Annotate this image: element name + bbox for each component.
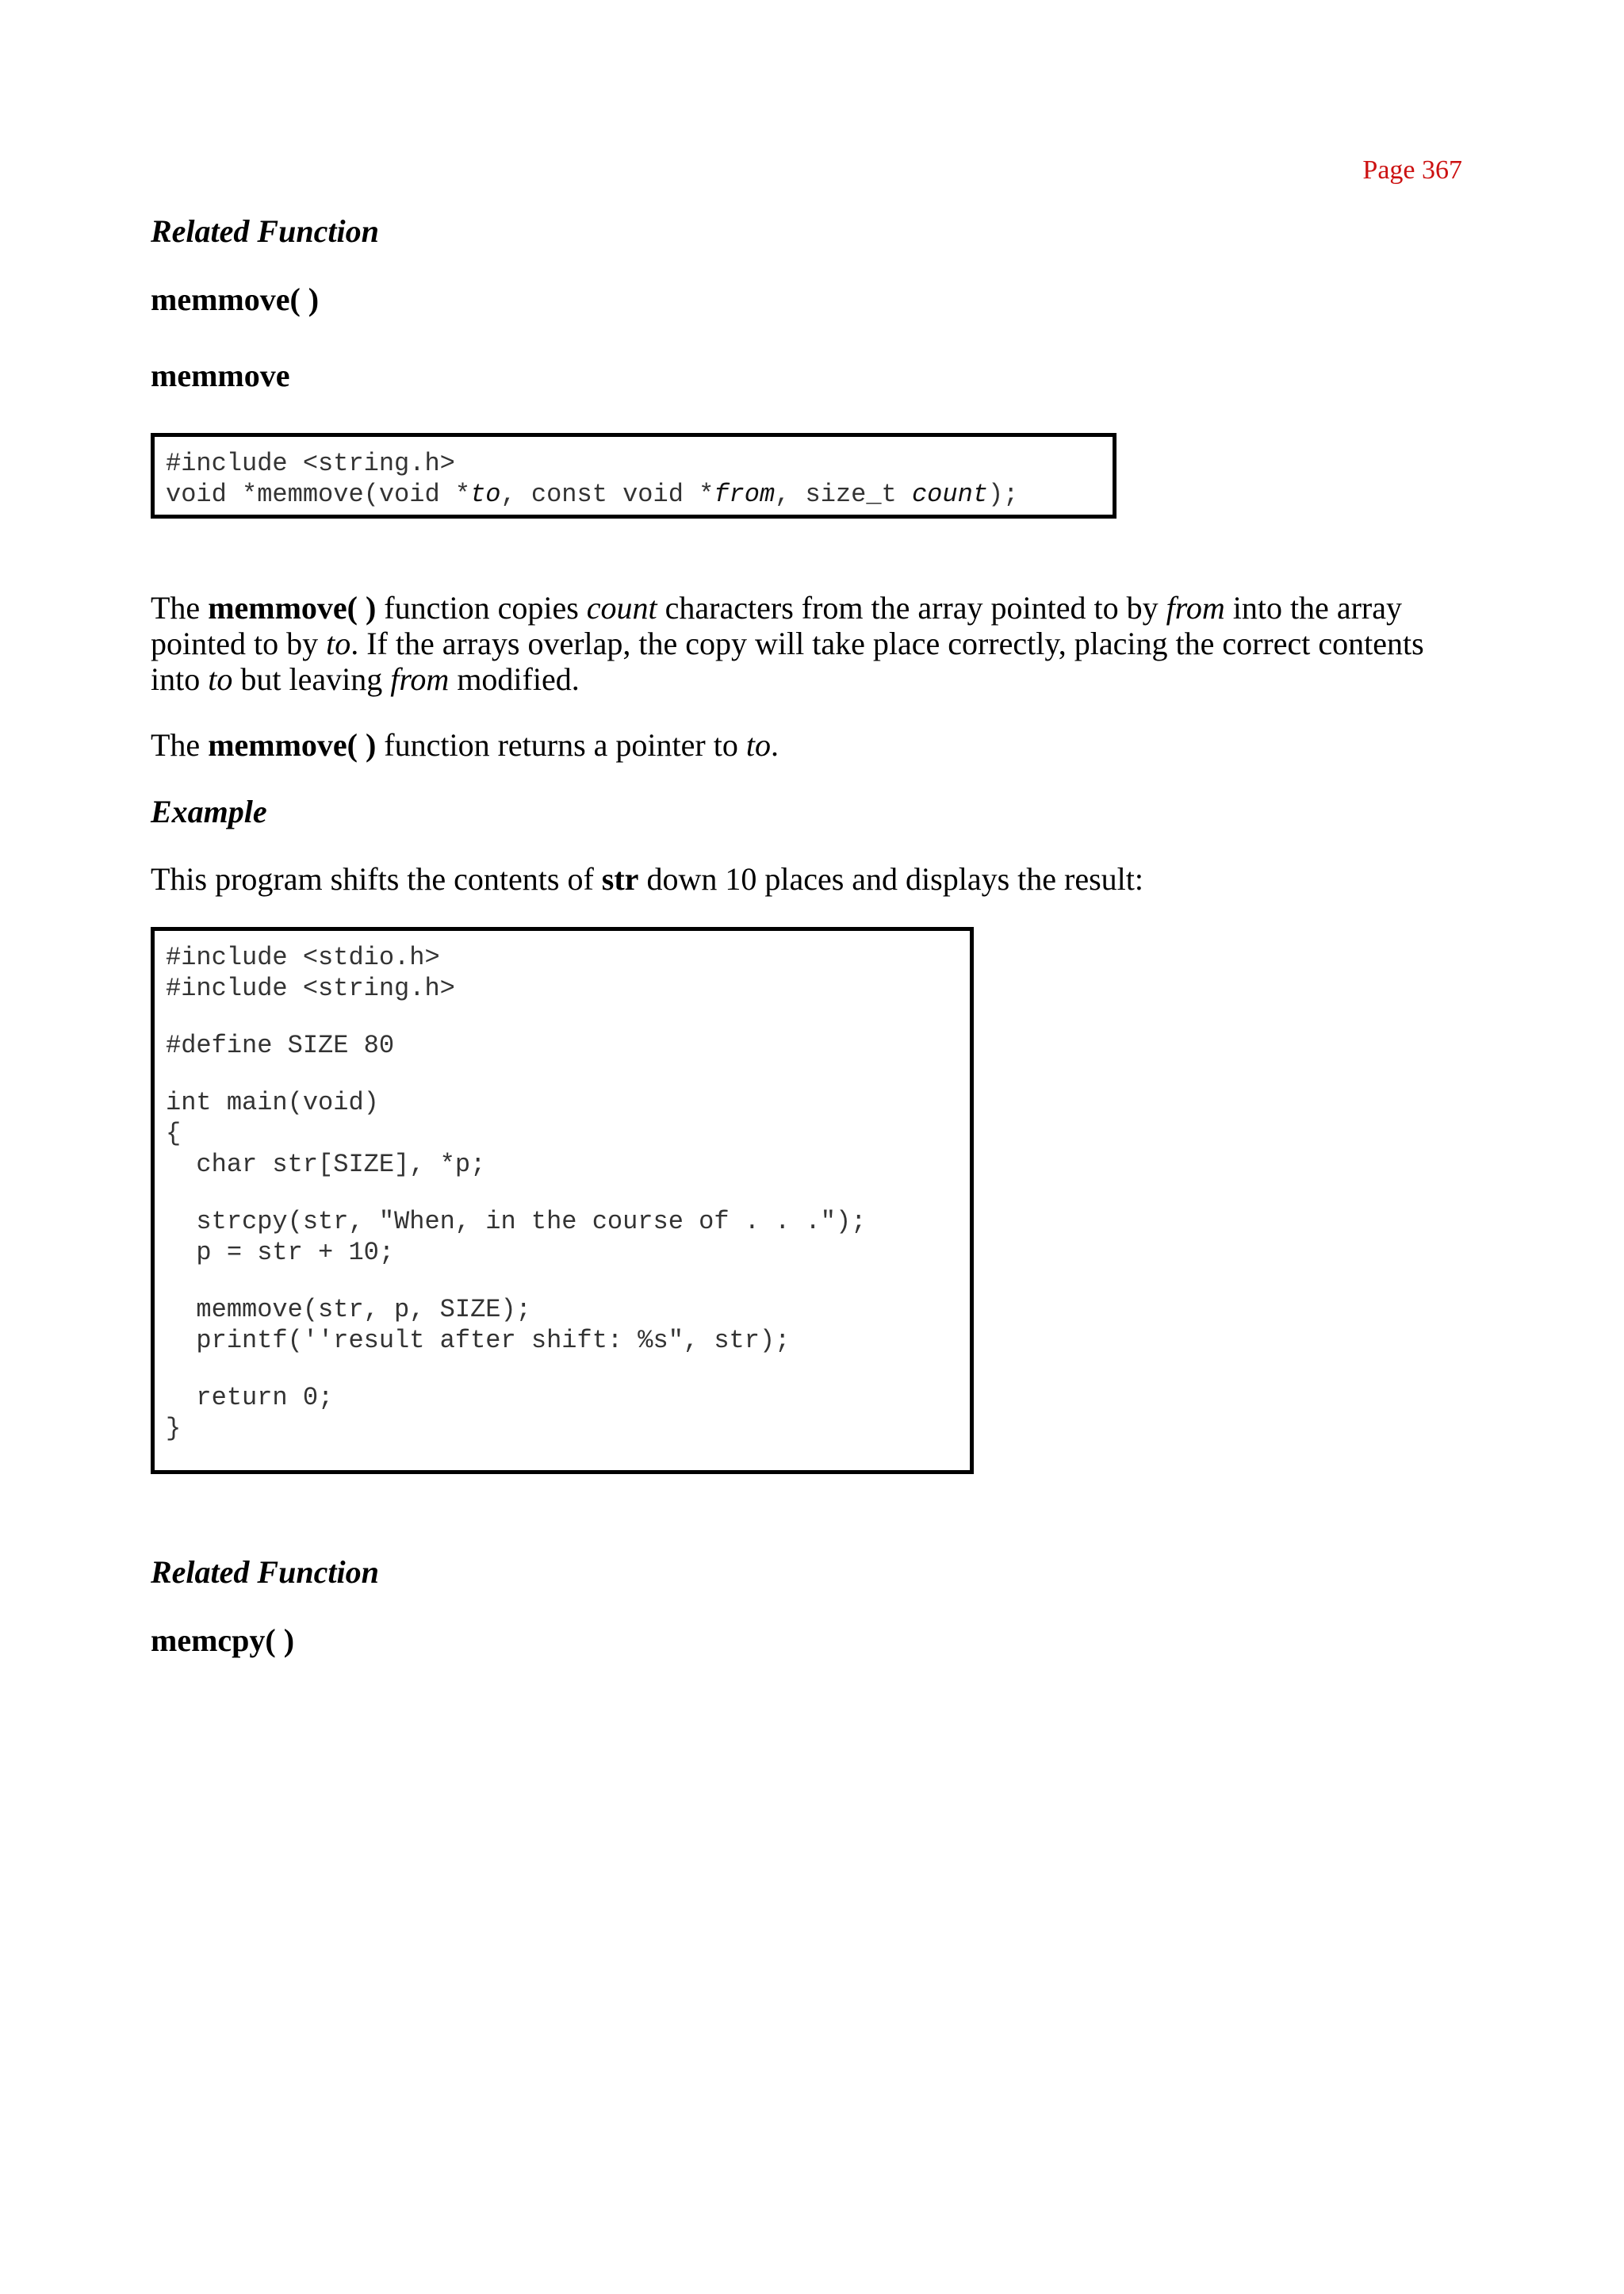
- related-function-item: memmove( ): [151, 281, 320, 317]
- return-value-paragraph: The memmove( ) function returns a pointer to to.: [151, 727, 779, 763]
- example-program-code-box: [151, 927, 974, 1474]
- example-intro: This program shifts the contents of str down 10 places and displays the result:: [151, 861, 1143, 897]
- code-line: }: [166, 1414, 182, 1443]
- prototype-text: void *memmove(void *: [166, 480, 471, 509]
- param-count: count: [911, 480, 988, 509]
- related-function-heading: Related Function: [151, 213, 379, 249]
- code-line: memmove(str, p, SIZE);: [166, 1295, 531, 1324]
- entry-title: memmove: [151, 358, 290, 393]
- prototype-code-box: [151, 433, 1116, 519]
- prototype-text: , const void *: [500, 480, 714, 509]
- param-to: to: [470, 480, 501, 509]
- code-line: #include <string.h>: [166, 974, 455, 1003]
- code-line: char str[SIZE], *p;: [166, 1150, 486, 1179]
- description-paragraph: The memmove( ) function copies count characters from the array pointed to by from into the array pointed to by to. If the arrays overlap, the copy will take place correctly, placing the correct contents into to but leaving from modified.: [151, 590, 1424, 697]
- code-line: return 0;: [166, 1383, 334, 1412]
- related-function-item-2: memcpy( ): [151, 1622, 295, 1658]
- code-line: {: [166, 1119, 182, 1148]
- prototype-line-1: #include <string.h>: [166, 449, 455, 478]
- prototype-text: , size_t: [775, 480, 912, 509]
- code-line: p = str + 10;: [166, 1238, 395, 1267]
- code-line: #include <stdio.h>: [166, 943, 440, 972]
- code-line: printf(''result after shift: %s", str);: [166, 1326, 791, 1355]
- page-content: [151, 213, 1467, 1698]
- param-from: from: [714, 480, 776, 509]
- prototype-text: );: [987, 480, 1019, 509]
- prototype-line-2: [166, 479, 1101, 510]
- code-line: #define SIZE 80: [166, 1031, 395, 1060]
- page-number: Page 367: [1362, 155, 1462, 185]
- code-line: strcpy(str, "When, in the course of . . .");: [166, 1207, 867, 1236]
- example-heading: Example: [151, 794, 267, 829]
- code-line: int main(void): [166, 1088, 379, 1117]
- related-function-heading-2: Related Function: [151, 1554, 379, 1590]
